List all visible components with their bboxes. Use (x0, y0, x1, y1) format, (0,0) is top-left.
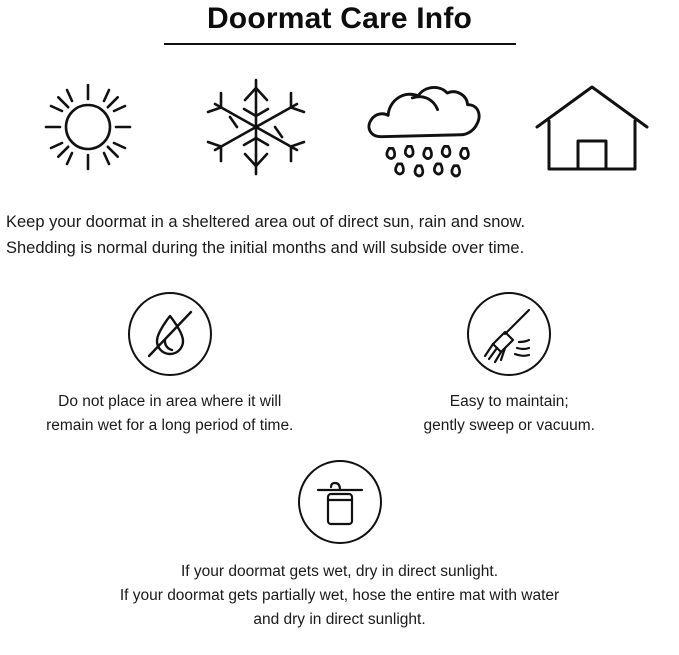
house-icon (528, 71, 656, 183)
tip-2-line-1: Easy to maintain; (449, 392, 569, 410)
tip-easy-maintain (359, 292, 659, 438)
broom-icon (467, 292, 551, 376)
tip-2-line-2: gently sweep or vacuum. (423, 416, 595, 434)
tips-row (0, 292, 679, 438)
weather-icon-row (0, 71, 679, 183)
lead-paragraph (0, 209, 679, 262)
page-title: Doormat Care Info (206, 2, 473, 35)
no-water-icon (128, 292, 212, 376)
lead-line-1: Keep your doormat in a sheltered area out of direct sun, rain and snow. (6, 212, 526, 231)
bottom-line-1: If your doormat gets wet, dry in direct sunlight. (180, 562, 499, 580)
lead-line-2: Shedding is normal during the initial months and will subside over time. (6, 239, 525, 258)
tip-1-line-2: remain wet for a long period of time. (46, 416, 294, 434)
tip-no-standing-water (20, 292, 320, 438)
sun-icon (24, 71, 152, 183)
snowflake-icon (192, 71, 320, 183)
bottom-line-2: If your doormat gets partially wet, hose the entire mat with water (119, 586, 560, 604)
drying-instructions-caption (0, 560, 679, 632)
hang-dry-icon (298, 460, 382, 544)
tip-easy-maintain-caption (359, 390, 659, 438)
bottom-line-3: and dry in direct sunlight. (253, 611, 426, 628)
title-underline (164, 43, 516, 45)
tip-no-standing-water-caption (20, 390, 320, 438)
drying-instructions (0, 460, 679, 632)
title-block (0, 0, 679, 45)
rain-cloud-icon (360, 71, 488, 183)
tip-1-line-1: Do not place in area where it will (58, 392, 282, 410)
